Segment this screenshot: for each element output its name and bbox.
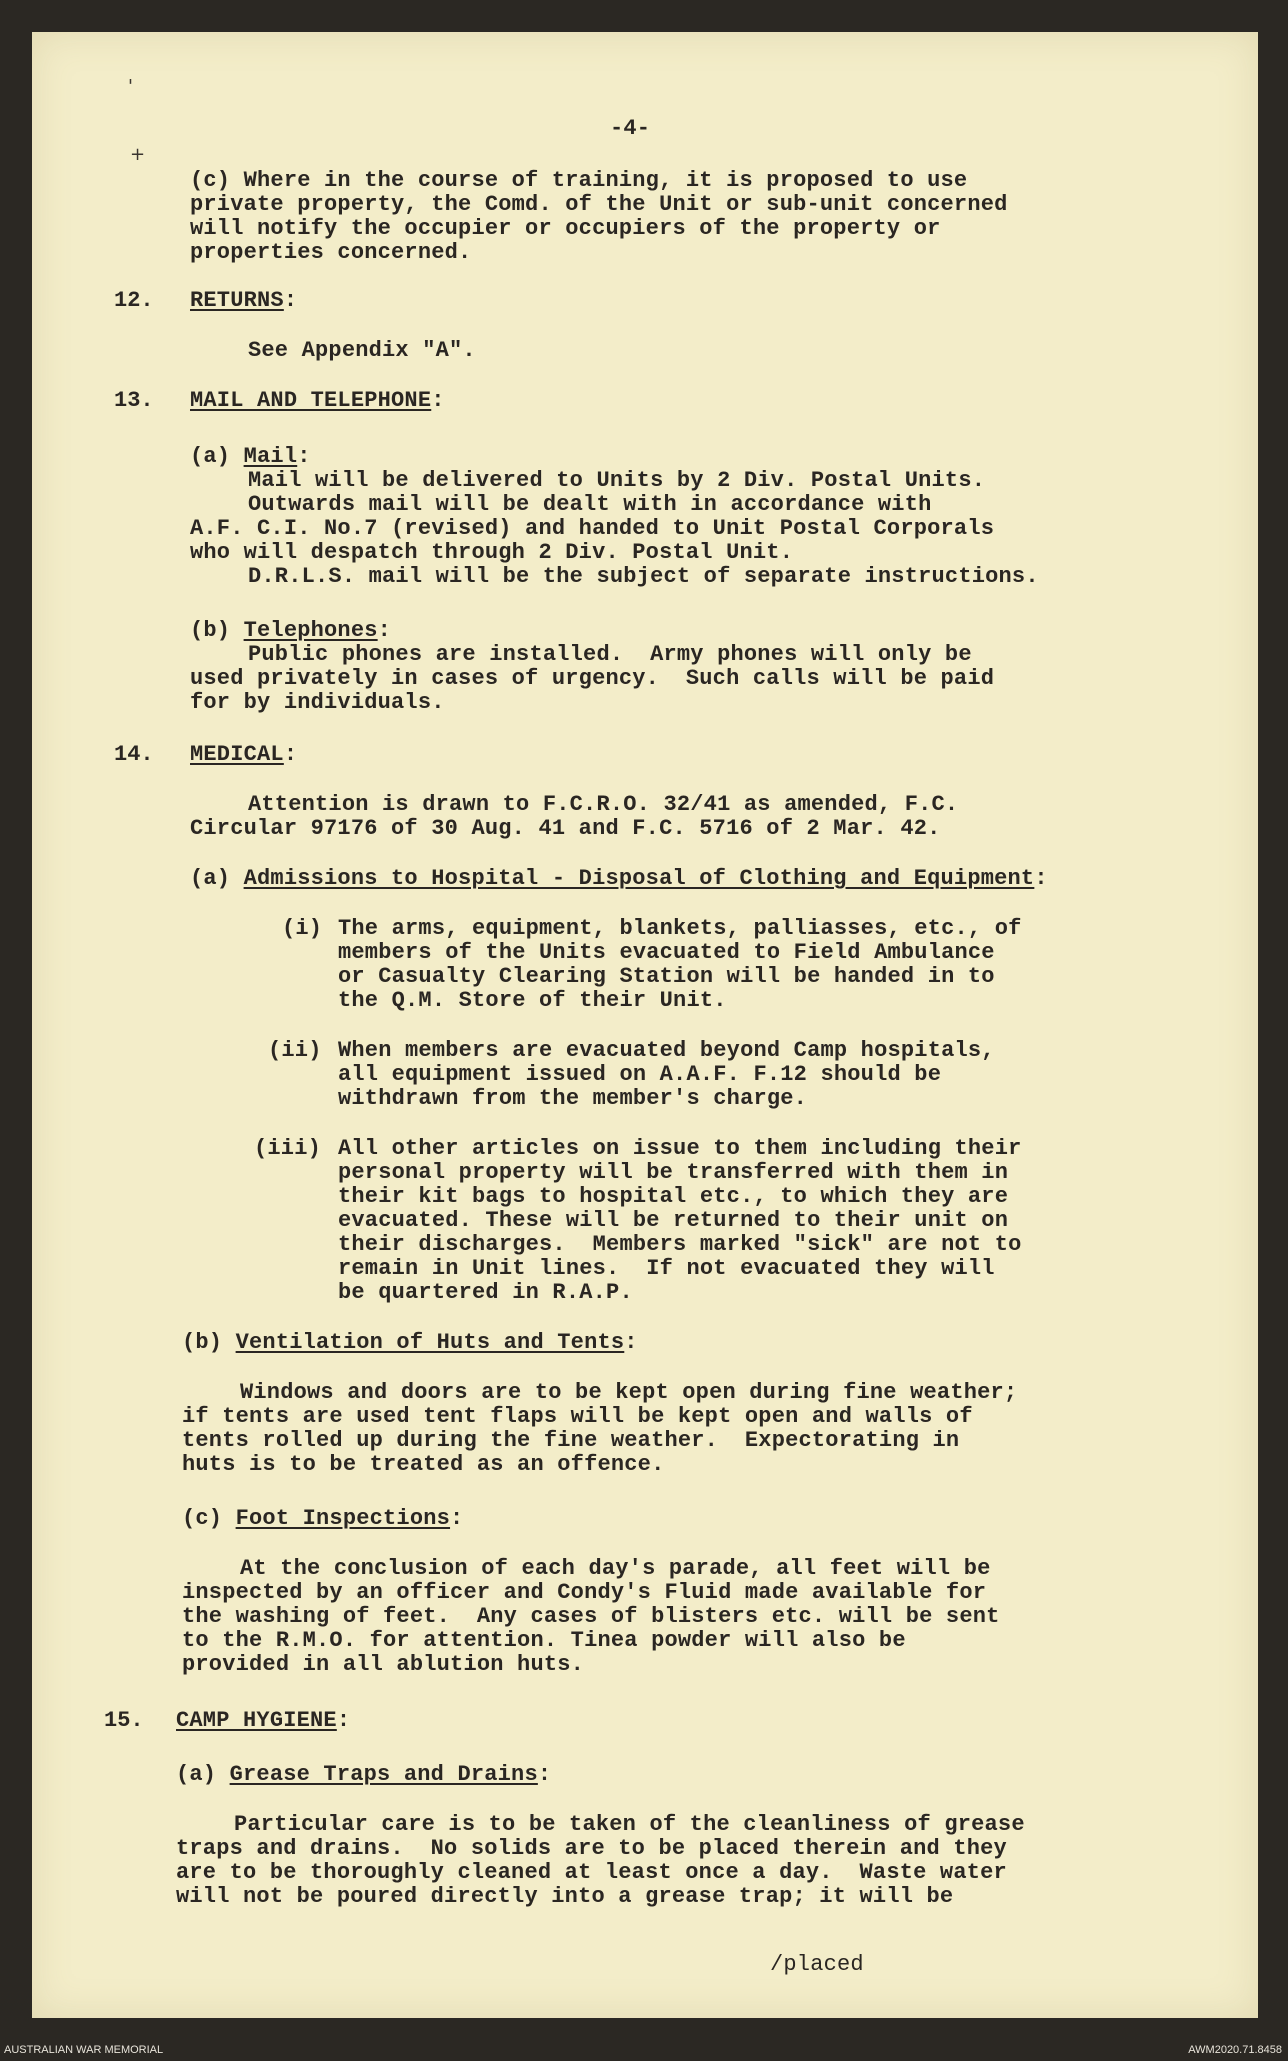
text-line: Particular care is to be taken of the cleanliness of grease (234, 1812, 1025, 1837)
subsection-heading-text: Foot Inspections (235, 1506, 451, 1531)
text-line: their kit bags to hospital etc., to which they are (338, 1184, 1009, 1209)
heading-colon: : (336, 1708, 351, 1733)
text-line: D.R.L.S. mail will be the subject of separate instructions. (248, 564, 1039, 589)
text-line: When members are evacuated beyond Camp hospitals, (338, 1038, 995, 1063)
subsection-heading (182, 1330, 638, 1355)
section-heading (190, 388, 445, 413)
section-number: 14. (114, 742, 154, 767)
text-line: their discharges. Members marked "sick" are not to (338, 1232, 1022, 1257)
footer-reference-id: AWM2020.71.8458 (1188, 2044, 1282, 2056)
subsection-label: (a) (190, 444, 244, 469)
text-line: All other articles on issue to them including their (338, 1136, 1022, 1161)
text-line: huts is to be treated as an offence. (182, 1452, 665, 1477)
text-line: or Casualty Clearing Station will be handed in to (338, 964, 995, 989)
text-line: withdrawn from the member's charge. (338, 1086, 808, 1111)
text-line: will notify the occupier or occupiers of the property or (190, 216, 941, 241)
punch-mark: ' (128, 76, 133, 97)
subsection-heading-text: Mail (243, 444, 298, 469)
catchword: /placed (770, 1952, 864, 1977)
text-line: tents rolled up during the fine weather. Expectorating in (182, 1428, 960, 1453)
item-label: (ii) (268, 1038, 322, 1063)
section-number: 13. (114, 388, 154, 413)
subsection-heading-text: Ventilation of Huts and Tents (235, 1330, 625, 1355)
section-heading (190, 288, 297, 313)
page-number: -4- (610, 116, 651, 141)
section-heading-text: MEDICAL (190, 742, 284, 767)
subsection-heading-text: Admissions to Hospital - Disposal of Clothing and Equipment (243, 866, 1035, 891)
heading-colon: : (450, 1506, 464, 1531)
item-label: (i) (282, 916, 323, 941)
document-page (32, 32, 1258, 2018)
subsection-heading-text: Telephones (243, 618, 378, 643)
text-line: Attention is drawn to F.C.R.O. 32/41 as amended, F.C. (248, 792, 959, 817)
heading-colon: : (537, 1762, 552, 1787)
punch-mark: + (130, 144, 146, 165)
text-line: members of the Units evacuated to Field Ambulance (338, 940, 995, 965)
subsection-label: (b) (190, 618, 244, 643)
subsection-heading (190, 618, 391, 643)
text-line: A.F. C.I. No.7 (revised) and handed to Unit Postal Corporals (190, 516, 995, 541)
subsection-heading (190, 444, 311, 469)
subsection-label: (a) (190, 866, 244, 891)
text-line: are to be thoroughly cleaned at least once a day. Waste water (176, 1860, 1007, 1885)
subsection-label: (b) (182, 1330, 236, 1355)
section-number: 12. (114, 288, 154, 313)
text-line: The arms, equipment, blankets, palliasses, etc., of (338, 916, 1022, 941)
text-line: Outwards mail will be dealt with in accordance with (248, 492, 932, 517)
text-line: At the conclusion of each day's parade, all feet will be (240, 1556, 991, 1581)
text-line: Circular 97176 of 30 Aug. 41 and F.C. 5716 of 2 Mar. 42. (190, 816, 941, 841)
section-heading-text: MAIL AND TELEPHONE (190, 388, 432, 413)
section-heading-text: RETURNS (190, 288, 284, 313)
text-line: if tents are used tent flaps will be kept open and walls of (182, 1404, 973, 1429)
text-line: provided in all ablution huts. (182, 1652, 585, 1677)
text-line: be quartered in R.A.P. (338, 1280, 633, 1305)
subsection-heading-text: Grease Traps and Drains (229, 1762, 538, 1787)
text-line: private property, the Comd. of the Unit or sub-unit concerned (190, 192, 1008, 217)
section-heading (176, 1708, 350, 1733)
heading-colon: : (624, 1330, 638, 1355)
section-heading-text: CAMP HYGIENE (176, 1708, 337, 1733)
text-line: traps and drains. No solids are to be placed therein and they (176, 1836, 1007, 1861)
text-line: (c) Where in the course of training, it is proposed to use (190, 168, 968, 193)
text-line: personal property will be transferred with them in (338, 1160, 1009, 1185)
heading-colon: : (283, 288, 298, 313)
subsection-label: (c) (182, 1506, 236, 1531)
text-line: Public phones are installed. Army phones will only be (248, 642, 972, 667)
text-line: will not be poured directly into a grease trap; it will be (176, 1884, 954, 1909)
text-line: used privately in cases of urgency. Such calls will be paid (190, 666, 995, 691)
heading-colon: : (297, 444, 311, 469)
text-line: all equipment issued on A.A.F. F.12 should be (338, 1062, 942, 1087)
heading-colon: : (377, 618, 392, 643)
text-line: See Appendix "A". (248, 338, 476, 363)
subsection-heading (176, 1762, 551, 1787)
section-number: 15. (104, 1708, 144, 1733)
text-line: Mail will be delivered to Units by 2 Div. Postal Units. (248, 468, 986, 493)
subsection-heading (182, 1506, 463, 1531)
footer-archive-name: AUSTRALIAN WAR MEMORIAL (4, 2044, 164, 2056)
subsection-label: (a) (176, 1762, 230, 1787)
text-line: inspected by an officer and Condy's Fluid made available for (182, 1580, 987, 1605)
text-line: remain in Unit lines. If not evacuated they will (338, 1256, 995, 1281)
text-line: evacuated. These will be returned to their unit on (338, 1208, 1009, 1233)
text-line: the Q.M. Store of their Unit. (338, 988, 727, 1013)
heading-colon: : (1034, 866, 1048, 891)
section-heading (190, 742, 297, 767)
text-line: Windows and doors are to be kept open during fine weather; (240, 1380, 1018, 1405)
text-line: to the R.M.O. for attention. Tinea powder will also be (182, 1628, 906, 1653)
text-line: who will despatch through 2 Div. Postal Unit. (190, 540, 794, 565)
heading-colon: : (283, 742, 298, 767)
heading-colon: : (431, 388, 445, 413)
item-label: (iii) (254, 1136, 322, 1161)
subsection-heading (190, 866, 1048, 891)
text-line: for by individuals. (190, 690, 445, 715)
text-line: properties concerned. (190, 240, 472, 265)
text-line: the washing of feet. Any cases of blisters etc. will be sent (182, 1604, 1000, 1629)
